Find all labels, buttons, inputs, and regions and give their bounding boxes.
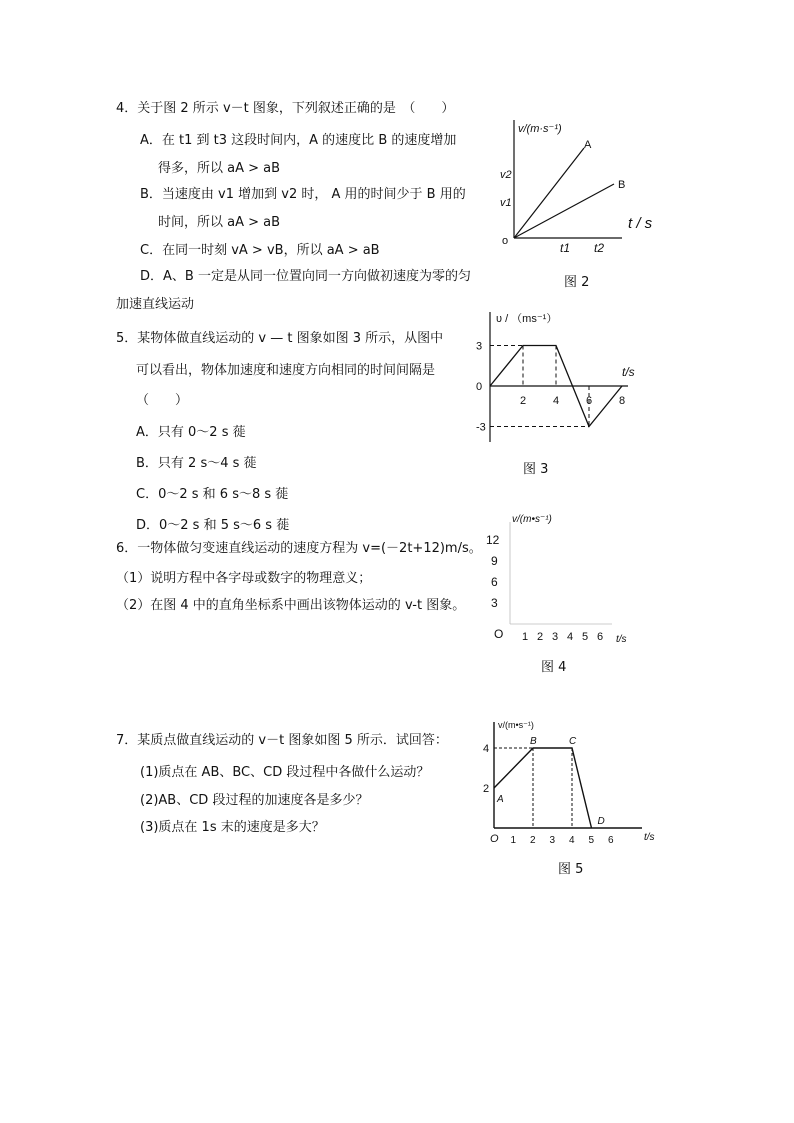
- fig3-xtick: 8: [619, 395, 626, 407]
- q4-option-a-line1: A．在 t1 到 t3 这段时间内，A 的速度比 B 的速度增加: [140, 133, 457, 148]
- q4-option-c: C．在同一时刻 vA > vB，所以 aA > aB: [140, 243, 380, 258]
- fig2-line-b: [514, 184, 614, 238]
- fig4-ytick: 12: [486, 533, 500, 547]
- fig2-ylabel: v/(m·s⁻¹): [518, 123, 562, 135]
- fig5-point-label: B: [530, 736, 537, 747]
- fig3-origin: 0: [476, 381, 483, 393]
- fig5-ytick: 2: [483, 783, 490, 795]
- fig5-origin: O: [490, 833, 499, 845]
- figure-5: [480, 716, 660, 850]
- fig5-xtick: 2: [530, 835, 536, 846]
- fig2-origin: o: [502, 235, 509, 247]
- q4-option-a-line2: 得多，所以 aA > aB: [158, 161, 281, 176]
- fig2-label-a: A: [584, 139, 592, 151]
- fig5-xtick: 3: [549, 835, 556, 846]
- fig5-point-label: A: [497, 794, 504, 805]
- q5-option-a: A．只有 0～2 s 蓰: [136, 425, 246, 440]
- fig2-tick-v1: v1: [500, 197, 512, 209]
- q6-part-2: （2）在图 4 中的直角坐标系中画出该物体运动的 v-t 图象。: [116, 598, 466, 613]
- q5-option-d: D．0～2 s 和 5 s～6 s 蓰: [136, 518, 290, 533]
- q6-stem: 6．一物体做匀变速直线运动的速度方程为 v=(－2t+12)m/s。: [116, 541, 482, 556]
- q7-part-1: (1)质点在 AB、BC、CD 段过程中各做什么运动？: [140, 765, 430, 780]
- fig2-tick-v2: v2: [500, 169, 512, 181]
- fig5-xtick: 5: [588, 835, 595, 846]
- fig5-xlabel: t/s: [644, 832, 655, 843]
- fig5-caption: 图 5: [558, 862, 584, 877]
- fig3-xtick: 4: [553, 395, 560, 407]
- fig5-xtick: 1: [510, 835, 517, 846]
- q5-stem-line2: 可以看出，物体加速度和速度方向相同的时间间隔是: [136, 363, 436, 378]
- q7-part-2: (2)AB、CD 段过程的加速度各是多少？: [140, 793, 369, 808]
- fig5-point-label: D: [597, 816, 605, 827]
- fig2-xlabel: t / s: [628, 215, 653, 232]
- q4-option-b-line2: 时间，所以 aA > aB: [158, 215, 281, 230]
- fig4-ytick: 9: [491, 554, 498, 568]
- fig2-caption: 图 2: [564, 275, 590, 290]
- figure-4: [478, 508, 638, 648]
- q4-option-d-line1: D．A、B 一定是从同一位置向同一方向做初速度为零的匀: [140, 269, 471, 284]
- fig3-ylabel: υ / （ms⁻¹）: [496, 313, 558, 325]
- fig4-ytick: 3: [491, 596, 498, 610]
- fig2-tick-t2: t2: [594, 241, 605, 255]
- fig3-ytick: -3: [476, 421, 486, 434]
- q5-option-c: C．0～2 s 和 6 s～8 s 蓰: [136, 487, 289, 502]
- fig4-xtick: 6: [597, 631, 604, 643]
- fig5-xtick: 6: [608, 835, 614, 846]
- figure-2: [492, 112, 682, 262]
- fig4-xtick: 4: [567, 631, 574, 643]
- fig2-line-a: [514, 148, 584, 238]
- fig2-label-b: B: [618, 179, 626, 191]
- q7-stem: 7．某质点做直线运动的 v－t 图象如图 5 所示．试回答：: [116, 733, 448, 748]
- fig4-xtick: 2: [537, 631, 544, 643]
- fig5-ylabel: v/(m•s⁻¹): [498, 720, 534, 730]
- q5-stem-line1: 5．某物体做直线运动的 v — t 图象如图 3 所示，从图中: [116, 331, 444, 346]
- fig5-xtick: 4: [569, 835, 575, 846]
- fig5-series-line: [494, 748, 592, 828]
- fig4-xtick: 5: [582, 631, 589, 643]
- figure-3: [470, 306, 650, 446]
- fig4-xlabel: t/s: [616, 634, 627, 645]
- fig5-point-label: C: [569, 736, 577, 747]
- q7-part-3: (3)质点在 1s 末的速度是多大？: [140, 820, 325, 835]
- fig3-xtick: 2: [520, 395, 527, 407]
- fig4-origin: O: [494, 627, 504, 641]
- fig3-caption: 图 3: [523, 462, 549, 477]
- q4-option-b-line1: B．当速度由 v1 增加到 v2 时， A 用的时间少于 B 用的: [140, 187, 466, 202]
- fig4-ytick: 6: [491, 575, 498, 589]
- q5-option-b: B．只有 2 s～4 s 蓰: [136, 456, 257, 471]
- fig4-caption: 图 4: [541, 660, 567, 675]
- fig5-ytick: 4: [483, 743, 490, 755]
- q6-part-1: （1）说明方程中各字母或数字的物理意义；: [116, 571, 372, 586]
- q4-option-d-line2: 加速直线运动: [116, 297, 195, 312]
- q4-stem: 4．关于图 2 所示 v－t 图象，下列叙述正确的是 （ ）: [116, 101, 455, 116]
- fig4-xtick: 1: [522, 631, 529, 643]
- fig3-xlabel: t/s: [622, 365, 635, 379]
- fig3-xtick: 6: [586, 395, 593, 407]
- fig4-ylabel: v/(m•s⁻¹): [512, 514, 552, 525]
- fig3-ytick: 3: [476, 340, 483, 353]
- q5-paren: （ ）: [136, 393, 189, 408]
- fig2-tick-t1: t1: [560, 241, 571, 255]
- fig4-xtick: 3: [552, 631, 559, 643]
